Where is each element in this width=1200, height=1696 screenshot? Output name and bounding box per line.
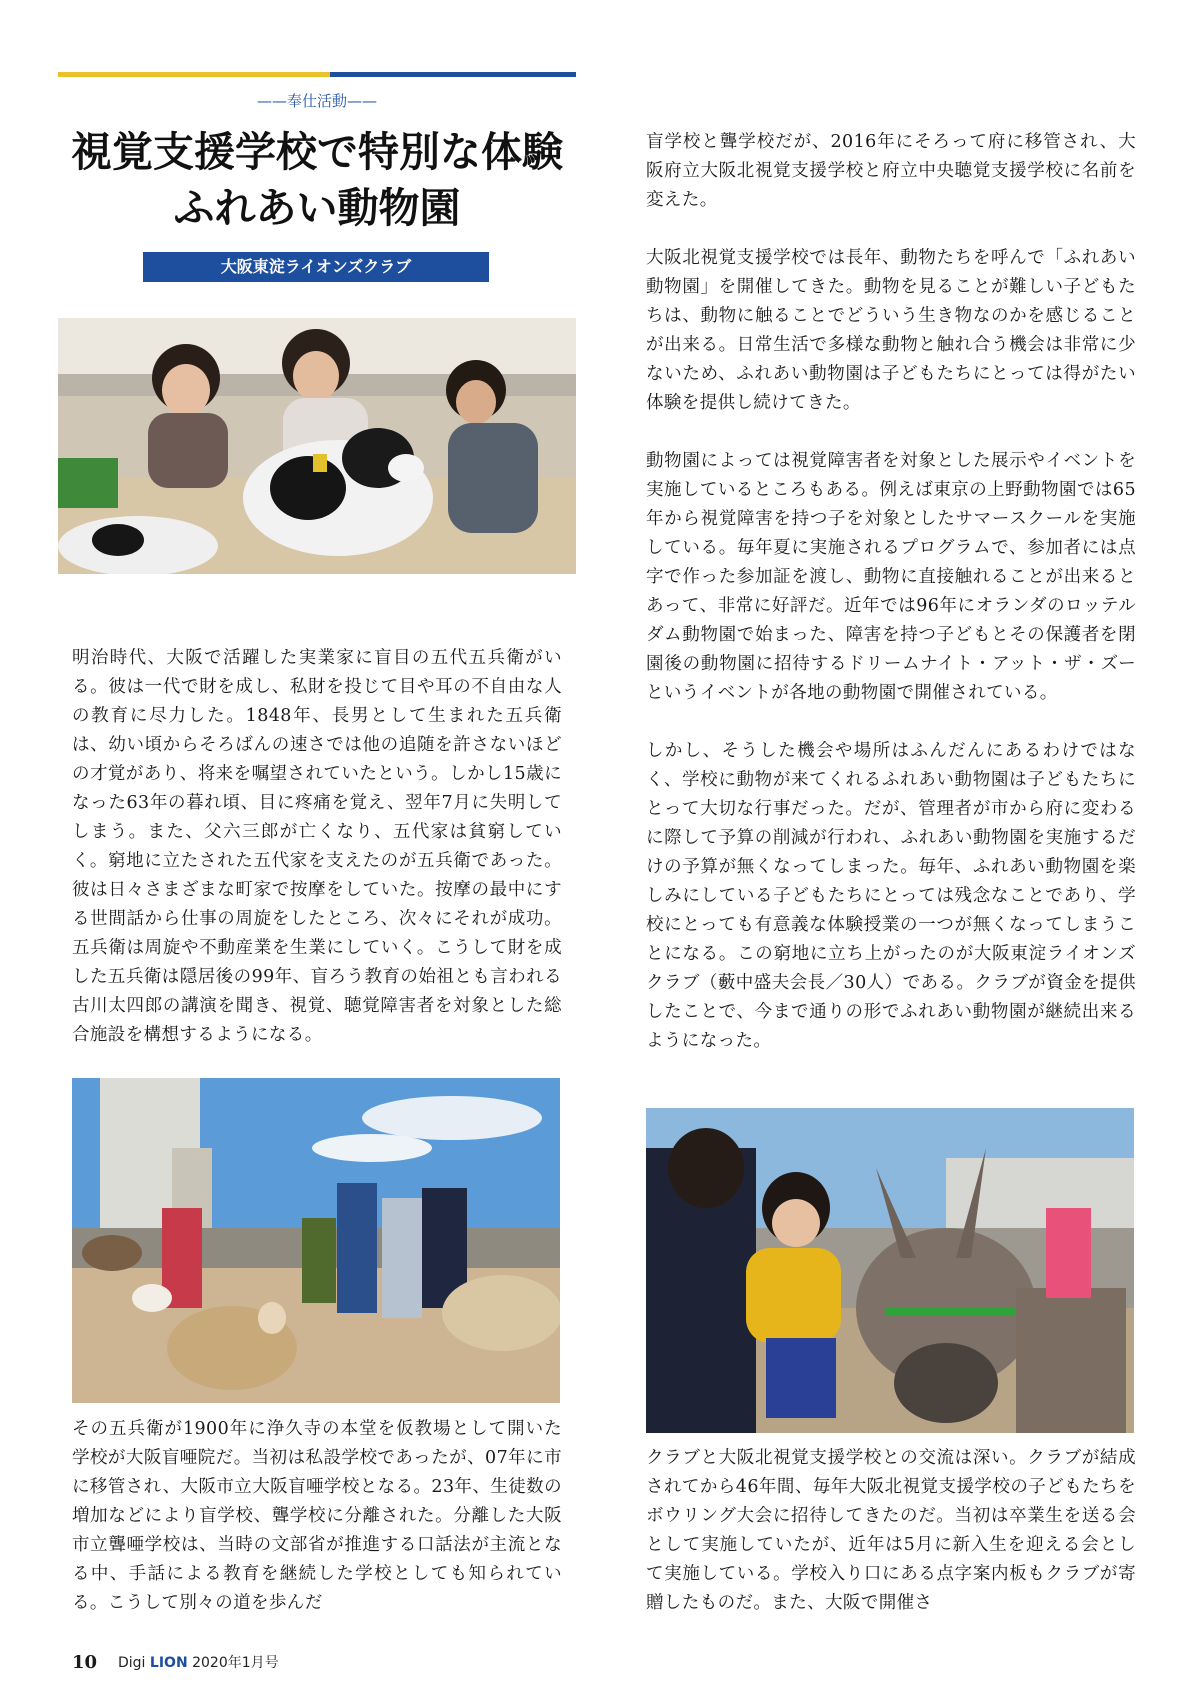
- body-paragraph: 明治時代、大阪で活躍した実業家に盲目の五代五兵衛がいる。彼は一代で財を成し、私財を投じて目や耳の不自由な人の教育に尽力した。1848年、長男として生まれた五兵衛は、幼い頃からそろばんの速さでは他の追随を許さないほどの才覚があり、将来を嘱望されていたという。しかし15歳になった63年の暮れ頃、目に疼痛を覚え、翌年7月に失明してしまう。また、父六三郎が亡くなり、五代家は貧窮していく。窮地に立たされた五代家を支えたのが五兵衛であった。彼は日々さまざまな町家で按摩をしていた。按摩の最中にする世間話から仕事の周旋をしたところ、次々にそれが成功。五兵衛は周旋や不動産業を生業にしていく。こうして財を成した五兵衛は隠居後の99年、盲ろう教育の始祖とも言われる古川太四郎の講演を聞き、視覚、聴覚障害者を対象とした総合施設を構想するようになる。: [72, 648, 562, 1045]
- body-paragraph: 盲学校と聾学校だが、2016年にそろって府に移管され、大阪府立大阪北視覚支援学校と府立中央聴覚支援学校に名前を変えた。: [646, 132, 1136, 210]
- page-number: 10: [72, 1652, 98, 1673]
- right-column-bottom: [646, 1444, 1136, 1618]
- title-line-2: ふれあい動物園: [173, 184, 461, 232]
- photo-child-with-donkey: [646, 1108, 1134, 1433]
- photo-children-with-calf: [58, 318, 576, 574]
- magazine-prefix: Digi: [118, 1655, 146, 1671]
- issue-date: 2020年1月号: [192, 1655, 279, 1671]
- article-title: [58, 124, 576, 236]
- title-line-1: 視覚支援学校で特別な体験: [71, 128, 563, 176]
- body-paragraph: その五兵衛が1900年に浄久寺の本堂を仮教場として開いた学校が大阪盲唖院だ。当初は私設学校であったが、07年に市に移管され、大阪市立大阪盲唖学校となる。23年、生徒数の増加などにより盲学校、聾学校に分離された。分離した大阪市立聾唖学校は、当時の文部省が推進する口話法が主流となる中、手話による教育を継続した学校としても知られている。こうして別々の道を歩んだ: [72, 1419, 562, 1613]
- body-paragraph: しかし、そうした機会や場所はふんだんにあるわけではなく、学校に動物が来てくれるふれあい動物園は子どもたちにとって大切な行事だった。だが、管理者が市から府に変わるに際して予算の削減が行われ、ふれあい動物園を実施するだけの予算が無くなってしまった。毎年、ふれあい動物園を楽しみにしている子どもたちにとっては残念なことであり、学校にとっても有意義な体験授業の一つが無くなってしまうことになる。この窮地に立ち上がったのが大阪東淀ライオンズクラブ（藪中盛夫会長／30人）である。クラブが資金を提供したことで、今まで通りの形でふれあい動物園が継続出来るようになった。: [646, 741, 1136, 1051]
- magazine-issue: [118, 1652, 279, 1672]
- club-name-banner: 大阪東淀ライオンズクラブ: [143, 252, 489, 282]
- section-kicker: ——奉仕活動——: [256, 92, 377, 110]
- header-rule: [58, 72, 576, 77]
- photo-children-with-sheep: [72, 1078, 560, 1403]
- body-paragraph: 大阪北視覚支援学校では長年、動物たちを呼んで「ふれあい動物園」を開催してきた。動物を見ることが難しい子どもたちは、動物に触ることでどういう生き物なのかを感じることが出来る。日常生活で多様な動物と触れ合う機会は非常に少ないため、ふれあい動物園は子どもたちにとっては得がたい体験を提供し続けてきた。: [646, 248, 1136, 413]
- body-paragraph: クラブと大阪北視覚支援学校との交流は深い。クラブが結成されてから46年間、毎年大阪北視覚支援学校の子どもたちをボウリング大会に招待してきたのだ。当初は卒業生を送る会として実施していたが、近年は5月に新入生を迎える会として実施している。学校入り口にある点字案内板もクラブが寄贈したものだ。また、大阪で開催さ: [646, 1448, 1136, 1613]
- body-paragraph: 動物園によっては視覚障害者を対象とした展示やイベントを実施しているところもある。例えば東京の上野動物園では65年から視覚障害を持つ子を対象としたサマースクールを実施している。毎年夏に実施されるプログラムで、参加者には点字で作った参加証を渡し、動物に直接触れることが出来るとあって、非常に好評だ。近年では96年にオランダのロッテルダム動物園で始まった、障害を持つ子どもとその保護者を閉園後の動物園に招待するドリームナイト・アット・ザ・ズーというイベントが各地の動物園で開催されている。: [646, 451, 1136, 703]
- right-column: [646, 128, 1136, 1056]
- header-rule-accent: [330, 72, 576, 77]
- magazine-name: LION: [149, 1655, 188, 1671]
- left-column-top: [72, 644, 562, 1050]
- left-column-bottom: [72, 1415, 562, 1618]
